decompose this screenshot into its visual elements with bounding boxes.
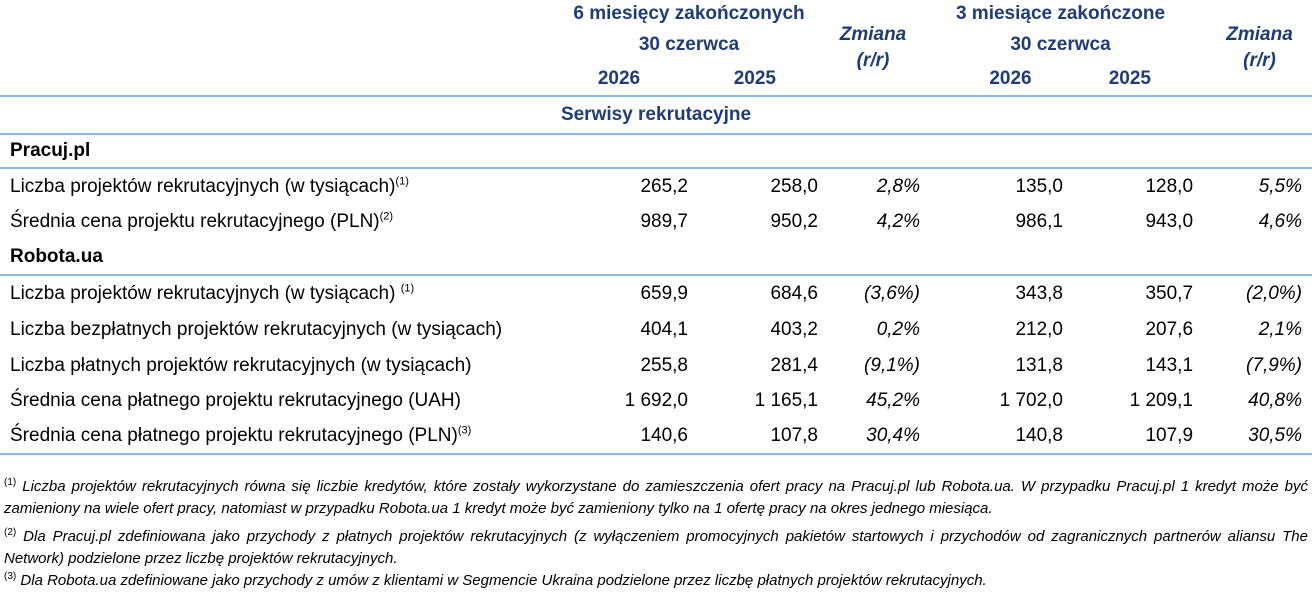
cell-h1-2026: 989,7 [640, 211, 688, 232]
header-h1-year-a: 2026 [597, 67, 641, 89]
cell-q-2026: 135,0 [928, 168, 1063, 205]
table-row [0, 168, 1312, 205]
row-label: Liczba płatnych projektów rekrutacyjnych (w tysiącach) [10, 354, 472, 376]
row-label: Średnia cena projektu rekrutacyjnego (PLN)$^{(2)}$ [10, 210, 394, 232]
table-row [0, 205, 1312, 239]
row-label: Średnia cena płatnego projektu rekrutacyjnego (PLN)$^{(3)}$ [0, 419, 560, 454]
cell-h1-2025: 950,2 [770, 211, 818, 232]
header-three-months: 3 miesiące zakończone [955, 3, 1166, 24]
section-title: Serwisy rekrutacyjne [560, 104, 752, 125]
footnote-2: $^{(2)}$ Dla Pracuj.pl zdefiniowana jako przychody z płatnych projektów rekrutacyjnych (z wyłączeniem promocyjnych pakietów startowych i przychodów od zagranicznych partnerów aliansu The Network) podzielone przez liczbę projektów rekrutacyjnych. [4, 527, 1308, 567]
cell-h1-change: (9,1%) [864, 354, 920, 376]
cell-h1-2025: 107,8 [688, 419, 818, 454]
cell-q-2025: 350,7 [1063, 275, 1193, 312]
cell-h1-change: 30,4% [818, 419, 928, 454]
cell-h1-2025: 258,0 [688, 168, 818, 205]
header-six-months-sub: 30 czerwca [638, 34, 740, 55]
header-q-change-sub: (r/r) [1243, 49, 1276, 71]
footnotes [4, 476, 1308, 592]
cell-h1-2025: 1 165,1 [754, 390, 818, 411]
cell-q-change: 30,5% [1193, 419, 1312, 454]
cell-q-2025: 207,6 [1145, 319, 1194, 340]
footnote-1: $^{(1)}$ Liczba projektów rekrutacyjnych równa się liczbie kredytów, które zostały wykorzystane do zamieszczenia ofert pracy na Pracuj.pl lub Robota.ua. W przypadku Pracuj.pl 1 kredyt może być zamieniony na wiele ofert pracy, natomiast w przypadku Robota.ua 1 kredyt może być zamieniony tylko na 1 ofertę pracy na okres jednego miesiąca. [4, 477, 1308, 517]
row-label: Liczba projektów rekrutacyjnych (w tysiącach)$^{(1)}$ [0, 168, 560, 205]
table-row [0, 348, 1312, 383]
cell-q-change: (7,9%) [1246, 354, 1303, 376]
cell-h1-2026: 265,2 [560, 168, 688, 205]
row-label: Liczba projektów rekrutacyjnych (w tysiącach) $^{(1)}$ [0, 275, 560, 312]
cell-q-2026: 343,8 [928, 275, 1063, 312]
footnote-3: $^{(3)}$ Dla Robota.ua zdefiniowane jako przychody z umów z klientami w Segmencie Ukraina podzielone przez liczbę płatnych projektów rekrutacyjnych. [4, 571, 987, 589]
cell-h1-2025: 281,4 [770, 354, 818, 376]
cell-q-2025: 1 209,1 [1129, 390, 1194, 411]
cell-q-2026: 131,8 [1015, 354, 1063, 376]
header-h1-change-sub: (r/r) [856, 49, 890, 71]
header-h1-change-label: Zmiana [839, 23, 907, 45]
cell-h1-2026: 1 692,0 [624, 390, 688, 411]
cell-q-change: 40,8% [1248, 390, 1303, 411]
header-six-months: 6 miesięcy zakończonych [573, 3, 805, 24]
cell-h1-change: 0,2% [876, 319, 920, 340]
row-label: Liczba bezpłatnych projektów rekrutacyjnych (w tysiącach) [10, 319, 503, 340]
cell-h1-change: 4,2% [876, 211, 920, 232]
group-title-pracuj: Pracuj.pl [0, 134, 1312, 168]
table-row [0, 419, 1312, 454]
cell-q-change: 2,1% [1258, 319, 1303, 340]
cell-h1-2026: 404,1 [640, 319, 688, 340]
cell-q-2026: 212,0 [1015, 319, 1063, 340]
cell-h1-2025: 684,6 [688, 275, 818, 312]
header-h1-change [818, 0, 928, 96]
cell-h1-change: 2,8% [818, 168, 928, 205]
cell-q-2025: 128,0 [1063, 168, 1193, 205]
table-row [0, 383, 1312, 419]
cell-q-2026: 140,8 [928, 419, 1063, 454]
cell-h1-change: 45,2% [866, 390, 920, 411]
cell-q-2026: 1 702,0 [999, 390, 1063, 411]
cell-h1-2026: 659,9 [560, 275, 688, 312]
cell-q-change: 5,5% [1193, 168, 1312, 205]
header-q-year-b: 2025 [1108, 67, 1152, 89]
cell-h1-2026: 140,6 [560, 419, 688, 454]
row-label: Średnia cena płatnego projektu rekrutacyjnego (UAH) [10, 390, 461, 411]
header-three-months-sub: 30 czerwca [1010, 34, 1111, 55]
cell-q-2026: 986,1 [1015, 211, 1063, 232]
cell-q-2025: 943,0 [1145, 211, 1194, 232]
group-title-robota: Robota.ua [10, 245, 103, 267]
header-q-change-label: Zmiana [1226, 23, 1293, 45]
cell-h1-change: (3,6%) [818, 275, 928, 312]
cell-q-change: 4,6% [1258, 211, 1303, 232]
cell-h1-2026: 255,8 [640, 354, 688, 376]
cell-q-2025: 143,1 [1145, 354, 1194, 376]
table-row [0, 275, 1312, 312]
header-empty [0, 0, 560, 28]
table-row [0, 312, 1312, 348]
header-q-year-a: 2026 [989, 67, 1032, 89]
cell-h1-2025: 403,2 [770, 319, 818, 340]
header-q-change [1193, 0, 1312, 96]
cell-q-2025: 107,9 [1063, 419, 1193, 454]
cell-q-change: (2,0%) [1193, 275, 1312, 312]
header-h1-year-b: 2025 [733, 67, 776, 89]
